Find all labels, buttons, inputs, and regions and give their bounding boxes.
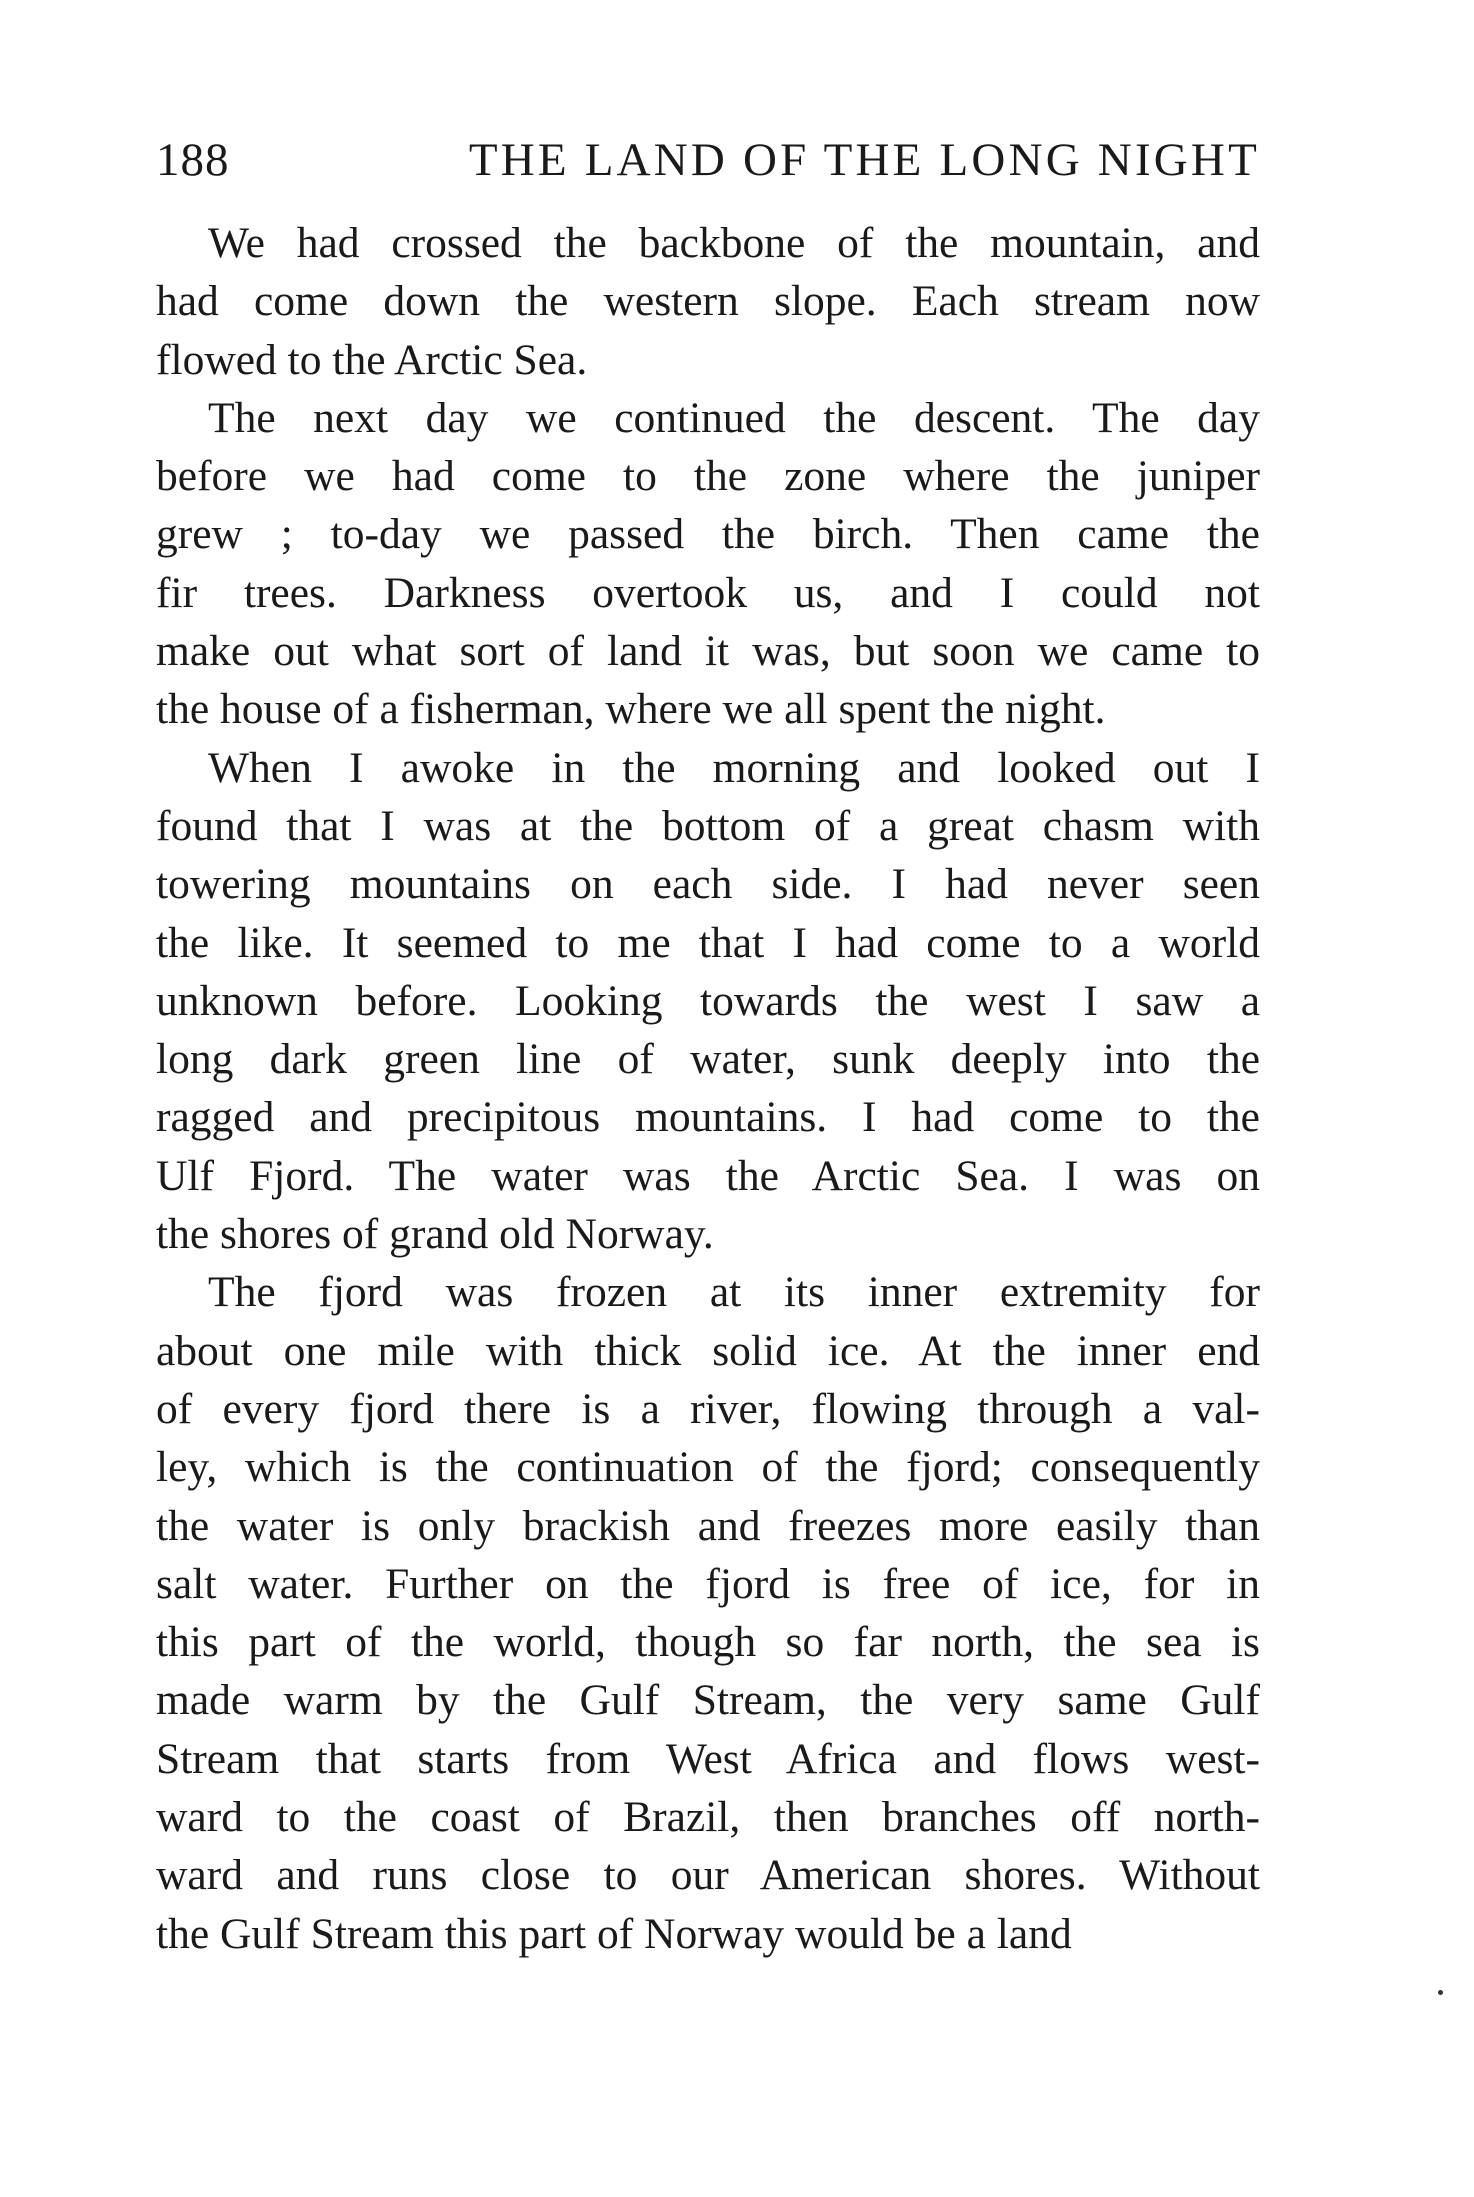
running-title: THE LAND OF THE LONG NIGHT — [468, 134, 1260, 186]
text-line: flowed to the Arctic Sea. — [156, 335, 588, 384]
paragraph — [156, 389, 1260, 739]
text-line: ley, which is the continuation of the fjord; consequently — [156, 1443, 1260, 1492]
text-line: found that I was at the bottom of a great chasm with — [156, 801, 1260, 850]
text-line: the water is only brackish and freezes more easily than — [156, 1501, 1260, 1550]
paragraph — [156, 739, 1260, 1264]
body-text — [156, 214, 1260, 1963]
book-page — [156, 130, 1260, 1963]
text-line: long dark green line of water, sunk deeply into the — [156, 1035, 1260, 1084]
text-line: made warm by the Gulf Stream, the very same Gulf — [156, 1676, 1260, 1725]
text-line: about one mile with thick solid ice. At the inner end — [156, 1326, 1260, 1375]
text-line: unknown before. Looking towards the west I saw a — [156, 976, 1260, 1025]
running-head — [156, 130, 1260, 190]
text-line: make out what sort of land it was, but soon we came to — [156, 627, 1260, 676]
text-line: We had crossed the backbone of the mountain, and — [208, 219, 1260, 267]
text-line: salt water. Further on the fjord is free of ice, for in — [156, 1559, 1260, 1608]
text-line: the like. It seemed to me that I had come to a world — [156, 918, 1260, 967]
paragraph — [156, 1263, 1260, 1963]
text-line: before we had come to the zone where the juniper — [156, 452, 1260, 501]
text-line: ward to the coast of Brazil, then branches off north- — [156, 1793, 1260, 1842]
stray-ink-mark — [1438, 1990, 1443, 1995]
text-line: had come down the western slope. Each stream now — [156, 277, 1260, 326]
text-line: the Gulf Stream this part of Norway would be a land — [156, 1909, 1072, 1958]
text-line: Ulf Fjord. The water was the Arctic Sea. I was on — [156, 1151, 1260, 1200]
text-line: towering mountains on each side. I had never seen — [156, 860, 1260, 909]
text-line: The next day we continued the descent. The day — [208, 393, 1260, 442]
text-line: the house of a fisherman, where we all spent the night. — [156, 685, 1106, 734]
text-line: When I awoke in the morning and looked out I — [208, 743, 1260, 792]
page-number: 188 — [156, 134, 230, 186]
text-line: this part of the world, though so far north, the sea is — [156, 1618, 1260, 1667]
text-line: the shores of grand old Norway. — [156, 1210, 714, 1259]
text-line: The fjord was frozen at its inner extremity for — [208, 1268, 1260, 1317]
text-line: of every fjord there is a river, flowing through a val- — [156, 1384, 1260, 1433]
paragraph — [156, 214, 1260, 389]
text-line: Stream that starts from West Africa and flows west- — [156, 1734, 1260, 1783]
text-line: grew ; to-day we passed the birch. Then came the — [156, 510, 1260, 559]
text-line: fir trees. Darkness overtook us, and I could not — [156, 568, 1260, 617]
text-line: ragged and precipitous mountains. I had come to the — [156, 1093, 1260, 1142]
text-line: ward and runs close to our American shores. Without — [156, 1851, 1260, 1900]
